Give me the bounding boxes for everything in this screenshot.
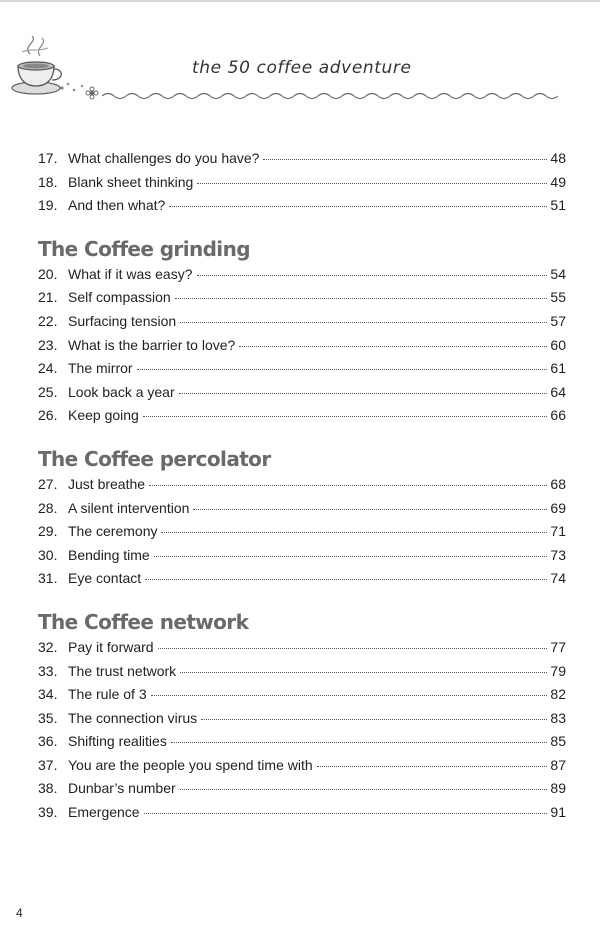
entry-number: 30.: [38, 546, 58, 563]
dot-leader: [169, 206, 547, 207]
entry-page: 66: [550, 407, 566, 424]
entry-number: 25.: [38, 383, 58, 400]
entry-title: The rule of 3: [68, 686, 147, 703]
entry-number: 17.: [38, 150, 58, 166]
entry-title: Surfacing tension: [68, 312, 177, 329]
dot-leader: [180, 789, 548, 790]
toc-entry[interactable]: [38, 544, 566, 568]
entry-page: 64: [550, 383, 566, 400]
entry-title: What challenges do you have?: [68, 150, 260, 166]
entry-page: 89: [550, 780, 566, 797]
entry-number: 22.: [38, 312, 58, 329]
toc-entry[interactable]: [38, 334, 566, 358]
entry-title: The ceremony: [68, 523, 158, 540]
dot-leader: [175, 298, 548, 299]
entry-page: 74: [550, 570, 566, 587]
dot-leader: [179, 393, 548, 394]
entry-page: 85: [550, 733, 566, 750]
entry-page: 49: [550, 173, 566, 190]
dot-leader: [137, 369, 548, 370]
dot-leader: [151, 695, 548, 696]
entry-title: Emergence: [68, 804, 140, 821]
entry-page: 77: [550, 638, 566, 655]
entry-page: 51: [550, 197, 566, 214]
entry-page: 55: [550, 289, 566, 306]
entry-page: 54: [550, 265, 566, 282]
entry-title: Blank sheet thinking: [68, 173, 194, 190]
toc-entry[interactable]: [38, 707, 566, 731]
dot-leader: [197, 183, 547, 184]
entry-number: 35.: [38, 709, 58, 726]
entry-number: 18.: [38, 173, 58, 190]
entry-number: 23.: [38, 336, 58, 353]
entry-page: 71: [550, 523, 566, 540]
toc-entry[interactable]: [38, 473, 566, 497]
entry-title: Bending time: [68, 546, 150, 563]
entry-page: 82: [550, 686, 566, 703]
entry-title: What if it was easy?: [68, 265, 193, 282]
entry-title: You are the people you spend time with: [68, 756, 313, 773]
toc-entry[interactable]: [38, 357, 566, 381]
entry-title: Shifting realities: [68, 733, 167, 750]
toc-entry[interactable]: [38, 567, 566, 591]
toc-entry[interactable]: [38, 286, 566, 310]
toc-entry[interactable]: [38, 777, 566, 801]
entry-number: 37.: [38, 756, 58, 773]
toc-entry[interactable]: [38, 147, 566, 171]
entry-title: The connection virus: [68, 709, 198, 726]
entry-title: Self compassion: [68, 289, 171, 306]
page-header: [0, 30, 600, 110]
entry-title: Just breathe: [68, 475, 146, 492]
toc-entry[interactable]: [38, 520, 566, 544]
table-of-contents: [38, 147, 566, 825]
entry-number: 39.: [38, 804, 58, 821]
dot-leader: [317, 766, 548, 767]
entry-number: 24.: [38, 360, 58, 377]
entry-page: 57: [550, 312, 566, 329]
toc-entry[interactable]: [38, 194, 566, 218]
entry-title: Dunbar’s number: [68, 780, 176, 797]
entry-number: 32.: [38, 638, 58, 655]
toc-group-continued: [38, 147, 566, 218]
entry-title: Look back a year: [68, 383, 175, 400]
book-title: the 50 coffee adventure: [192, 58, 412, 78]
toc-entry[interactable]: [38, 683, 566, 707]
dot-leader: [143, 416, 548, 417]
entry-page: 68: [550, 475, 566, 492]
toc-entry[interactable]: [38, 310, 566, 334]
dot-leader: [158, 648, 548, 649]
entry-number: 29.: [38, 523, 58, 540]
toc-entry[interactable]: [38, 381, 566, 405]
toc-entry[interactable]: [38, 801, 566, 825]
toc-section-percolator: [38, 445, 566, 591]
entry-number: 34.: [38, 686, 58, 703]
dot-leader: [171, 742, 548, 743]
toc-entry[interactable]: [38, 660, 566, 684]
entry-page: 79: [550, 662, 566, 679]
dot-leader: [201, 719, 547, 720]
dot-leader: [144, 813, 548, 814]
entry-page: 91: [550, 804, 566, 821]
toc-section-network: [38, 608, 566, 825]
dot-leader: [180, 672, 547, 673]
entry-page: 60: [550, 336, 566, 353]
page-number: 4: [16, 906, 23, 920]
entry-title: Pay it forward: [68, 638, 154, 655]
entry-number: 33.: [38, 662, 58, 679]
entry-title: Keep going: [68, 407, 139, 424]
toc-entry[interactable]: [38, 636, 566, 660]
dot-leader: [197, 275, 548, 276]
entry-number: 20.: [38, 265, 58, 282]
entry-title: And then what?: [68, 197, 166, 214]
toc-entry[interactable]: [38, 404, 566, 428]
toc-entry[interactable]: [38, 171, 566, 195]
entry-title: A silent intervention: [68, 499, 190, 516]
entry-page: 83: [550, 709, 566, 726]
entry-number: 36.: [38, 733, 58, 750]
dot-leader: [154, 556, 548, 557]
dot-leader: [180, 322, 547, 323]
dot-leader: [145, 579, 547, 580]
entry-number: 28.: [38, 499, 58, 516]
entry-number: 21.: [38, 289, 58, 306]
entry-number: 26.: [38, 407, 58, 424]
toc-entry[interactable]: [38, 730, 566, 754]
entry-number: 27.: [38, 475, 58, 492]
toc-section-grinding: [38, 235, 566, 428]
dot-leader: [263, 159, 547, 160]
entry-page: 73: [550, 546, 566, 563]
entry-number: 19.: [38, 197, 58, 214]
dot-leader: [149, 485, 547, 486]
entry-page: 48: [550, 150, 566, 166]
section-heading: The Coffee percolator: [38, 446, 271, 471]
entry-number: 38.: [38, 780, 58, 797]
entry-title: The mirror: [68, 360, 133, 377]
section-heading: The Coffee network: [38, 609, 249, 634]
dot-leader: [193, 509, 547, 510]
flower-icon: [86, 87, 98, 99]
toc-entry[interactable]: [38, 263, 566, 287]
dot-leader: [161, 532, 547, 533]
toc-entry[interactable]: [38, 754, 566, 778]
entry-page: 69: [550, 499, 566, 516]
dot-leader: [239, 346, 547, 347]
section-heading: The Coffee grinding: [38, 236, 250, 261]
entry-page: 87: [550, 756, 566, 773]
entry-title: Eye contact: [68, 570, 142, 587]
entry-number: 31.: [38, 570, 58, 587]
entry-title: What is the barrier to love?: [68, 336, 236, 353]
entry-title: The trust network: [68, 662, 177, 679]
entry-page: 61: [550, 360, 566, 377]
toc-entry[interactable]: [38, 497, 566, 521]
